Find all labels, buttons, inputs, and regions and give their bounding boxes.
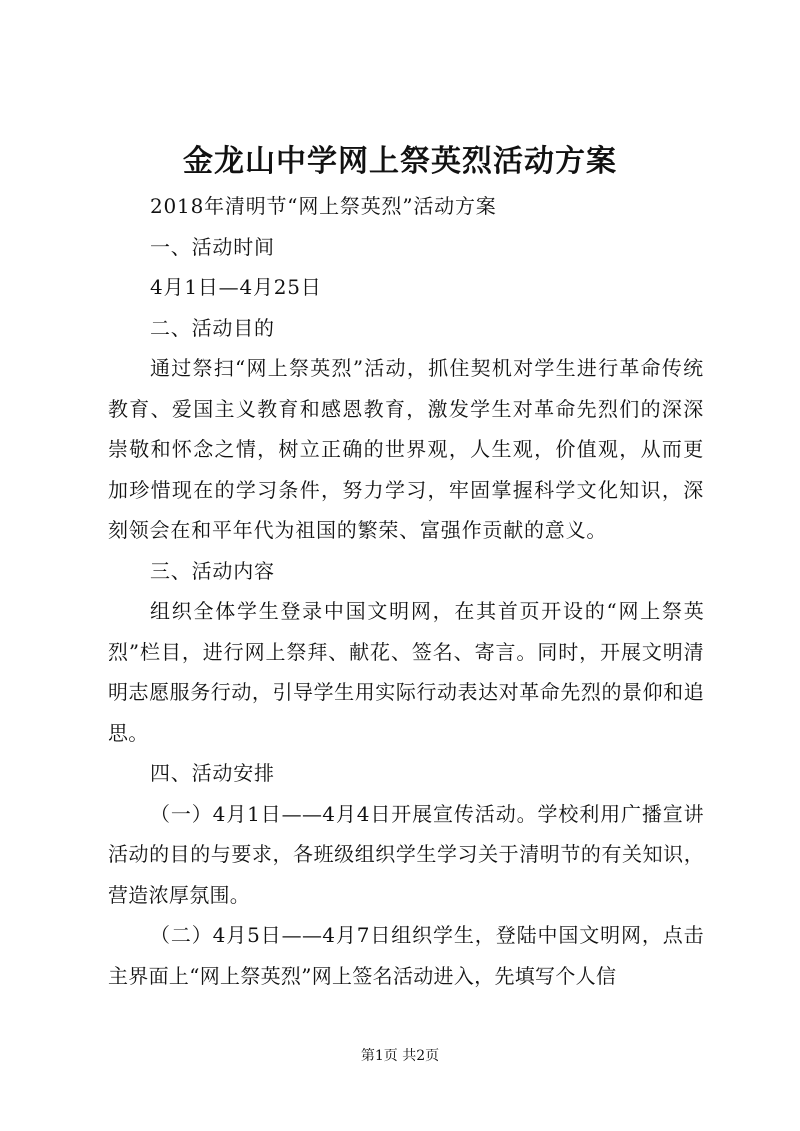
arrangement-item-1: （一）4月1日——4月4日开展宣传活动。学校利用广播宣讲活动的目的与要求，各班级组织学生学习关于清明节的有关知识，营造浓厚氛围。 [108, 801, 704, 907]
arrangement-item-2: （二）4月5日——4月7日组织学生，登陆中国文明网，点击主界面上“网上祭英烈”网上签名活动进入，先填写个人信 [108, 923, 704, 988]
section-heading-arrangement: 四、活动安排 [150, 761, 275, 785]
section-heading-time: 一、活动时间 [150, 234, 275, 259]
content-paragraph: 组织全体学生登录中国文明网，在其首页开设的“网上祭英烈”栏目，进行网上祭拜、献花、签名、寄言。同时，开展文明清明志愿服务行动，引导学生用实际行动表达对革命先烈的景仰和追思。 [108, 599, 704, 745]
section-heading-purpose: 二、活动目的 [150, 315, 275, 340]
page-title: 金龙山中学网上祭英烈活动方案 [183, 144, 617, 179]
section-heading-content: 三、活动内容 [150, 558, 275, 583]
document-body [108, 186, 704, 996]
activity-date-range: 4月1日—4月25日 [150, 275, 322, 299]
subtitle-paragraph: 2018年清明节“网上祭英烈”活动方案 [150, 194, 497, 218]
purpose-paragraph: 通过祭扫“网上祭英烈”活动，抓住契机对学生进行革命传统教育、爱国主义教育和感恩教育，激发学生对革命先烈们的深深崇敬和怀念之情，树立正确的世界观，人生观，价值观，从而更加珍惜现在的学习条件，努力学习，牢固掌握科学文化知识，深刻领会在和平年代为祖国的繁荣、富强作贡献的意义。 [108, 356, 704, 542]
page-footer: 第1页 共2页 [360, 1048, 440, 1064]
